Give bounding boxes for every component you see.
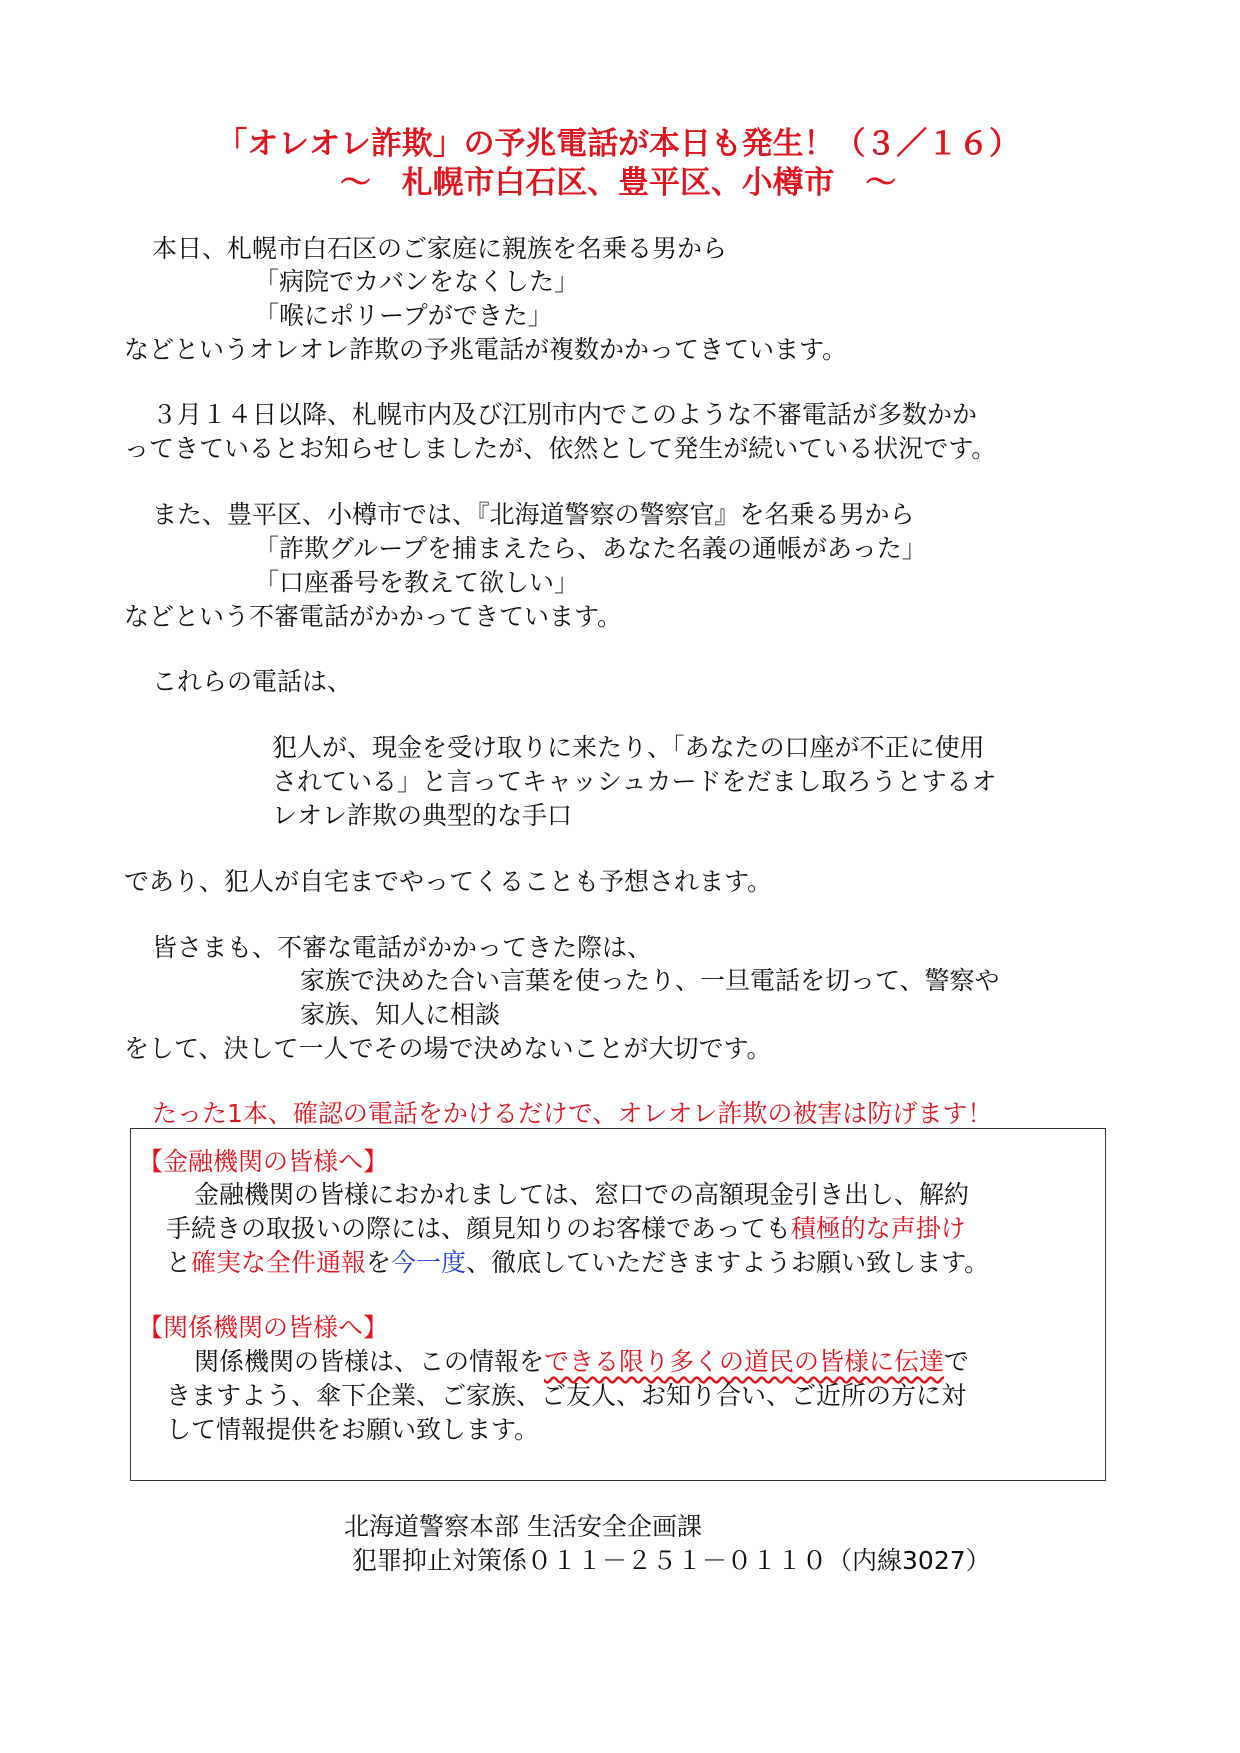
section5-indent1: 家族で決めた合い言葉を使ったり、一旦電話を切って、警察や bbox=[300, 966, 1000, 995]
section1-intro: 本日、札幌市白石区のご家庭に親族を名乗る男から bbox=[152, 234, 728, 263]
emphasis-message: たった1本、確認の電話をかけるだけで、オレオレ詐欺の被害は防げます！ bbox=[152, 1099, 993, 1128]
page-title: 「オレオレ詐欺」の予兆電話が本日も発生！（３／１６） bbox=[216, 126, 1020, 162]
section5-intro: 皆さまも、不審な電話がかかってきた際は、 bbox=[152, 933, 653, 962]
related-heading: 【関係機関の皆様へ】 bbox=[138, 1313, 389, 1342]
related-line1-text: 関係機関の皆様は、この情報を bbox=[194, 1347, 545, 1376]
finance-line3-and: と bbox=[166, 1248, 192, 1277]
finance-line3-rest: 、徹底していただきますようお願い致します。 bbox=[466, 1248, 990, 1277]
finance-line3 bbox=[166, 1248, 989, 1278]
finance-line2 bbox=[166, 1214, 966, 1244]
finance-line1: 金融機関の皆様におかれましては、窓口での高額現金引き出し、解約 bbox=[194, 1180, 970, 1209]
finance-highlight-proactive-call: 積極的な声掛け bbox=[790, 1214, 966, 1243]
section2-line2: ってきているとお知らせしましたが、依然として発生が続いている状況です。 bbox=[124, 434, 997, 463]
footer-department: 北海道警察本部 生活安全企画課 bbox=[344, 1512, 702, 1541]
section1-closing: などというオレオレ詐欺の予兆電話が複数かかってきています。 bbox=[124, 335, 848, 364]
related-line1 bbox=[194, 1347, 969, 1377]
section3-intro: また、豊平区、小樽市では、『北海道警察の警察官』を名乗る男から bbox=[152, 500, 915, 529]
section4-indent3: レオレ詐欺の典型的な手口 bbox=[272, 801, 573, 830]
section4-closing: であり、犯人が自宅までやってくることも予想されます。 bbox=[124, 867, 773, 896]
section4-indent2: されている」と言ってキャッシュカードをだまし取ろうとするオ bbox=[272, 767, 997, 796]
section1-quote1: 「病院でカバンをなくした」 bbox=[254, 267, 580, 296]
finance-highlight-full-report: 確実な全件通報 bbox=[191, 1248, 367, 1277]
related-highlight-inform-citizens: できる限り多くの道民の皆様に伝達 bbox=[544, 1347, 945, 1376]
section1-quote2: 「喉にポリープができた」 bbox=[254, 301, 553, 330]
related-line2: きますよう、傘下企業、ご家族、ご友人、お知り合い、ご近所の方に対 bbox=[166, 1381, 967, 1410]
page-subtitle: ～ 札幌市白石区、豊平区、小樽市 ～ bbox=[339, 165, 897, 201]
section5-indent2: 家族、知人に相談 bbox=[300, 1000, 501, 1029]
section3-quote1: 「詐欺グループを捕まえたら、あなた名義の通帳があった」 bbox=[254, 534, 927, 563]
section4-intro: これらの電話は、 bbox=[152, 667, 353, 696]
section5-closing: をして、決して一人でその場で決めないことが大切です。 bbox=[124, 1034, 772, 1063]
section2-line1: ３月１４日以降、札幌市内及び江別市内でこのような不審電話が多数かか bbox=[152, 400, 978, 429]
section4-indent1: 犯人が、現金を受け取りに来たり、「あなたの口座が不正に使用 bbox=[272, 733, 985, 762]
finance-heading: 【金融機関の皆様へ】 bbox=[138, 1147, 389, 1176]
related-line1-end: で bbox=[944, 1347, 970, 1376]
finance-highlight-once-more: 今一度 bbox=[391, 1248, 467, 1277]
finance-line3-particle: を bbox=[366, 1248, 392, 1277]
footer-contact: 犯罪抑止対策係０１１－２５１－０１１０（内線3027） bbox=[352, 1546, 991, 1575]
section3-closing: などという不審電話がかかってきています。 bbox=[124, 602, 623, 631]
finance-line2-text: 手続きの取扱いの際には、顔見知りのお客様であっても bbox=[166, 1214, 791, 1243]
section3-quote2: 「口座番号を教えて欲しい」 bbox=[254, 568, 580, 597]
related-line3: して情報提供をお願い致します。 bbox=[166, 1415, 540, 1444]
